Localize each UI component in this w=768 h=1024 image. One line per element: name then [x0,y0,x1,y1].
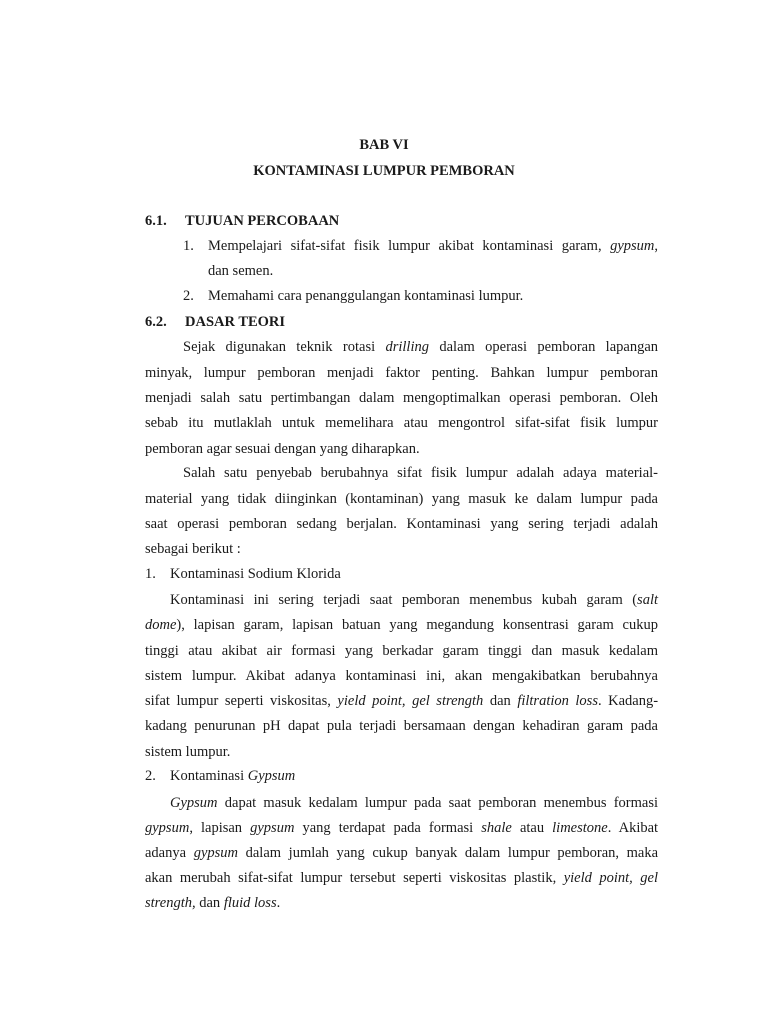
paragraph-1-line-3: menjadi salah satu pertimbangan dalam mengoptimalkan operasi pemboran. Oleh [145,390,658,406]
list-item-2: Memahami cara penanggulangan kontaminasi lumpur. [208,288,524,304]
text: Kontaminasi [170,768,245,784]
italic-term: salt [637,592,658,608]
subheading-sodium-klorida: Kontaminasi Sodium Klorida [170,566,341,582]
paragraph-1-line-2: minyak, lumpur pemboran menjadi faktor penting. Bahkan lumpur pemboran [145,365,658,381]
k2-line-1 [170,794,658,812]
section-number: 6.1. [145,213,167,229]
k1-line-1 [170,591,658,609]
italic-term: dome [145,617,177,633]
text: atau [519,820,545,836]
paragraph-2-line-3: saat operasi pemboran sedang berjalan. Kontaminasi yang sering terjadi adalah [145,516,658,532]
list-item-1-line-2: dan semen. [208,263,274,279]
text: Mempelajari sifat-sifat fisik lumpur akibat kontaminasi garam, [208,238,602,254]
text: ), lapisan garam, lapisan batuan yang megandung konsentrasi garam cukup [176,617,658,633]
text: . [276,895,281,911]
section-title: DASAR TEORI [185,314,286,330]
list-number: 1. [145,566,156,582]
italic-term: gypsum [193,845,238,861]
italic-term: yield point, gel strength [337,693,484,709]
italic-term: strength, [145,895,196,911]
text: sifat lumpur seperti viskositas, [145,693,331,709]
k1-line-7: sistem lumpur. [145,744,231,760]
list-number: 1. [183,238,194,254]
text: dalam jumlah yang cukup banyak dalam lumpur pemboran, maka [245,845,659,861]
subheading-gypsum [170,768,295,785]
k2-line-3 [145,844,658,862]
paragraph-1-line-5: pemboran agar sesuai dengan yang diharapkan. [145,441,420,457]
section-title: TUJUAN PERCOBAAN [185,213,340,229]
k1-line-2 [145,616,658,634]
k1-line-4: sistem lumpur. Akibat adanya kontaminasi ini, akan mengakibatkan berubahnya [145,668,658,684]
italic-term: Gypsum [247,768,296,784]
text: akan merubah sifat-sifat lumpur tersebut seperti viskositas plastik, [145,870,557,886]
text: dalam operasi pemboran lapangan [439,339,659,355]
paragraph-1-line-1 [183,338,658,356]
k2-line-2 [145,819,658,837]
italic-term: yield point, gel [563,870,659,886]
list-item-1-line-1 [208,238,658,255]
section-heading-tujuan [145,213,339,230]
paragraph-2-line-4: sebagai berikut : [145,541,241,557]
section-heading-dasar-teori [145,314,285,331]
text: dapat masuk kedalam lumpur pada saat pemboran menembus formasi [224,795,659,811]
text: Kontaminasi ini sering terjadi saat pemboran menembus kubah garam ( [170,592,638,608]
chapter-number: BAB VI [359,137,409,153]
italic-term: drilling [385,339,429,355]
text: adanya [145,845,187,861]
italic-term: gypsum [145,820,190,836]
text: , lapisan [189,820,243,836]
italic-term: fluid loss [223,895,277,911]
paragraph-2-line-2: material yang tidak diinginkan (kontaminan) yang masuk ke dalam lumpur pada [145,491,658,507]
k2-line-5 [145,894,658,912]
text: Sejak digunakan teknik rotasi [183,339,376,355]
text: dan [199,895,221,911]
italic-term: Gypsum [170,795,218,811]
text: . Akibat [607,820,659,836]
text: , [654,238,658,254]
text: yang terdapat pada formasi [302,820,474,836]
text: . Kadang- [597,693,659,709]
italic-term: gypsum [610,238,655,254]
k1-line-6: kadang penurunan pH dapat pula terjadi bersamaan dengan kehadiran garam pada [145,718,658,734]
k2-line-4 [145,869,658,887]
k1-line-5 [145,692,658,710]
section-number: 6.2. [145,314,167,330]
list-number: 2. [183,288,194,304]
paragraph-1-line-4: sebab itu mutlaklah untuk memelihara atau mengontrol sifat-sifat fisik lumpur [145,415,658,431]
italic-term: filtration loss [517,693,598,709]
k1-line-3: tinggi atau akibat air formasi yang berkadar garam tinggi dan masuk kedalam [145,643,658,659]
list-number: 2. [145,768,156,784]
paragraph-2-line-1: Salah satu penyebab berubahnya sifat fisik lumpur adalah adaya material- [183,465,658,481]
chapter-title: KONTAMINASI LUMPUR PEMBORAN [253,163,515,179]
italic-term: gypsum [250,820,295,836]
text: dan [489,693,511,709]
italic-term: limestone [552,820,608,836]
italic-term: shale [481,820,512,836]
